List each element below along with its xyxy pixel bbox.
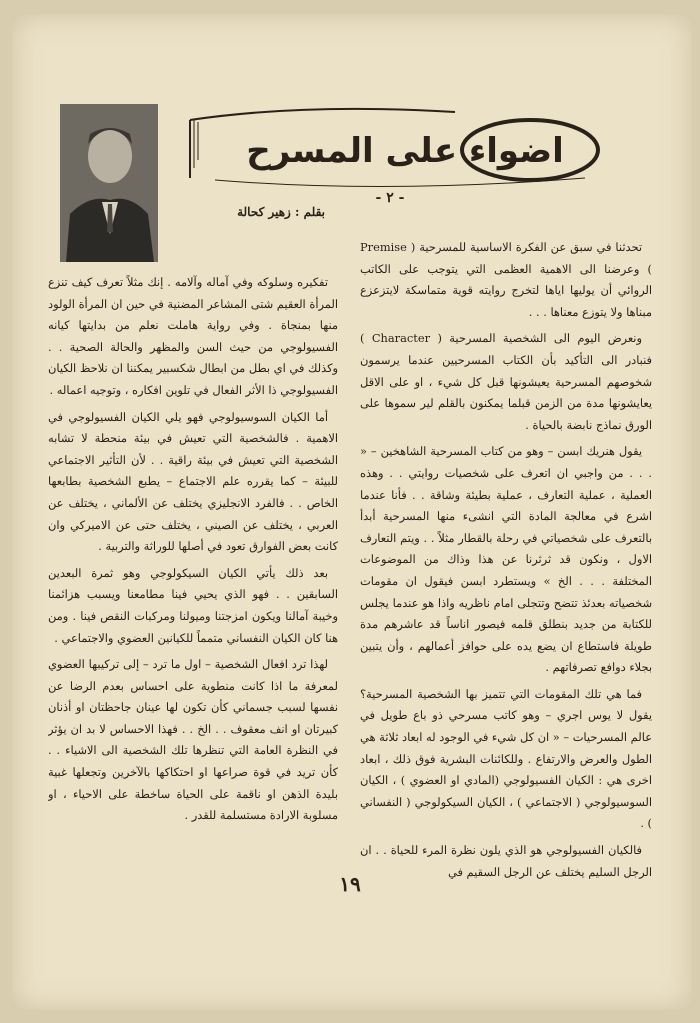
article-title: اضواء على المسرح [246,131,564,171]
part-number: - ٢ - [375,190,405,206]
paragraph: ونعرض اليوم الى الشخصية المسرحية ( Character ) فنبادر الى التأكيد بأن الكتاب المسرحيين عندما يرسمون شخوصهم المسرحية يعيشونها قبل كل شيء ، او على الاقل يعايشونها مدة من الزمن قبلما يمكنون بالقلم لير سموها على الورق نماذج نابضة بالحياة . [360,331,652,432]
page-number: ١٩ [339,872,361,896]
paragraph: بعد ذلك يأتي الكيان السيكولوجي وهو ثمرة البعدين السابقين . . فهو الذي يحيي فينا مطامعنا ويسبب هزائمنا وخيبة آمالنا ويكون امزجتنا وميولنا ومركبات النقص فينا . ومن هنا كان الكيان النفساني متمماً للكيانين العضوي والاجتماعي . [48,565,338,645]
paragraph: يقول هنريك ابسن – وهو من كتاب المسرحية الشاهخين – « . . . من واجبي ان اتعرف على شخصيات روايتي . . وهذه العملية ، عملية التعارف ، عملية بطيئة وشاقة . . فأنا عندما اشرع في معالجة المادة التي انشىء منها المسرحية أبدأ بالتعرف على شخصياتي في رحلة بالقطار مثلاً . . ويتم التعارف الاول ، ونكون قد ثرثرنا عن هذا وذاك من الموضوعات المختلفة . . . الخ » ويستطرد ابسن فيقول ان مقومات شخصياته بعدئذ تتضح وتتجلى امام ناظريه واذا هو عندما يجلس للكتابة من جديد بنطلق قلمه فيصور اناساً قد عاشرهم مدة طويلة فاستطاع ان يضع يده على حوافز أعمالهم ، وأن يتبين بجلاء دوافع تصرفاتهم . [360,444,652,675]
paragraph: تفكيره وسلوكه وفي آماله وآلامه . إنك مثلاً تعرف كيف تنزع المرأة العقيم شتى المشاعر المضنية في حين ان المرأة الولود منها بمنجاة . وفي رواية هاملت نعلم من بدايتها كيانه الفسيولوجي من حيث السن والمظهر والحالة الصحية . . وكذلك في اي بطل من ابطال شكسبير يمكننا ان نلاحظ الكيان الفسيولوجي ذا الأثر الفعال في تلوين افكاره ، وتوجيه اعماله . [48,275,338,397]
right-column [360,237,652,883]
paragraph: تحدثنا في سبق عن الفكرة الاساسية للمسرحية ( Premise ) وعرضنا الى الاهمية العظمى التي يتوجب على الكاتب الروائي أن يوليها اياها لتخرج روايته قوية متماسكة لايتزعزع مبناها ولا يتوزع معناها . . . [360,240,652,319]
paragraph: لهذا ترد افعال الشخصية – اول ما ترد – إلى تركيبها العضوي لمعرفة ما اذا كانت منطوية على احساس بعدم الرضا عن نفسها لسبب جسماني كأن تكون لها عينان جاحظتان او أذنان كبيرتان او انف معقوف . . الخ . . فهذا الاحساس لا بد ان يؤثر في النظرة العامة التي تنظرها تلك الشخصية الى الاشياء . . كأن تريد في قوة صراعها او احتكاكها بالآخرين وتجعلها غبية بليدة الذهن او ناقمة على الحياة ساخطة على الاحياء ، او مسلوبة الارادة مستسلمة للقدر . [48,657,338,823]
paragraph: أما الكيان السوسيولوجي فهو يلي الكيان الفسيولوجي في الاهمية . فالشخصية التي تعيش في بيئة منحطة لا تشابه الشخصية التي تعيش في بيئة راقية . . لأن التأثير الاجتماعي للبيئة – كما يقرره علم الاجتماع – يطبع الشخصية بطابعها الخاص . . فالفرد الانجليزي يختلف عن الألماني ، يختلف عن العربي ، يختلف عن الصيني ، يختلف حتى عن الاميركي وان كانت بعض الفوارق تعود في أصلها للوراثة والتربية . [48,409,338,554]
paragraph: فما هي تلك المقومات التي تتميز بها الشخصية المسرحية؟ يقول لا يوس اجري – وهو كاتب مسرحي ذو باع طويل في عالم المسرحيات – « ان كل شيء في الوجود له ابعاد ثلاثة هي الطول والعرض والارتفاع . وللكائنات البشرية فوق ذلك ، ابعاد اخرى هي : الكيان الفسيولوجي (المادي او العضوي ) ، الكيان السوسيولوجي ( الاجتماعي ) ، الكيان السيكولوجي ( النفساني ) . [360,686,652,831]
left-column [48,272,338,880]
author-byline: بقلم : زهير كحالة [237,205,325,219]
title-banner [185,98,605,198]
paragraph: فالكيان الفسيولوجي هو الذي يلون نظرة المرء للحياة . . ان الرجل السليم يختلف عن الرجل السقيم في [360,843,652,879]
author-photo [60,104,158,262]
